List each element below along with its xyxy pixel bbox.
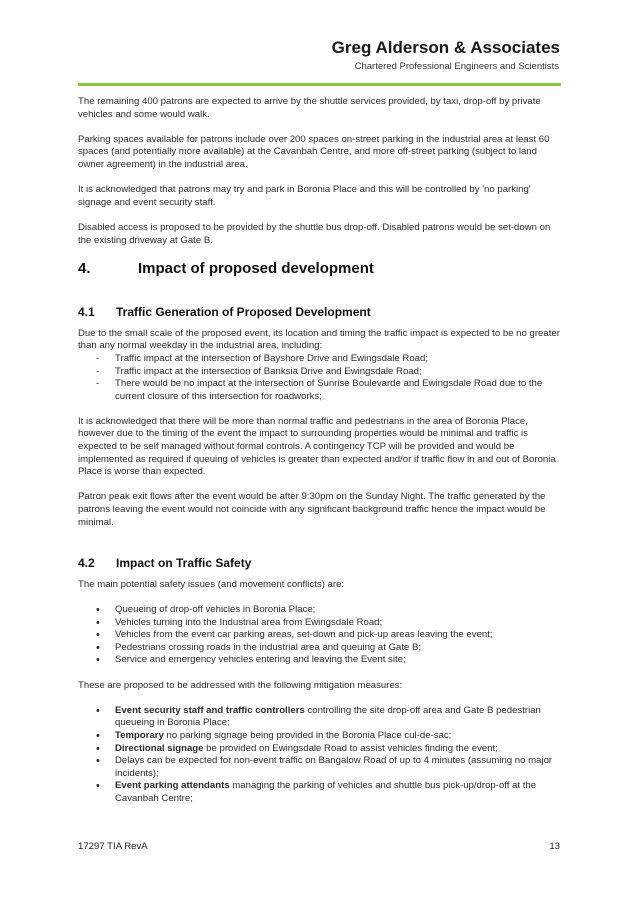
paragraph: Parking spaces available for patrons include over 200 spaces on-street parking in the industrial area at least 60 spaces (and potentially more available) at the Cavanbah Centre, and more off-street parking (subject to land owner agreement) in the industrial area. [78, 133, 550, 170]
list-item: • Vehicles turning into the Industrial area from Ewingsdale Road; [78, 617, 560, 630]
section-number: 4.2 [78, 555, 95, 570]
list-item: • Directional signage be provided on Ewingsdale Road to assist vehicles finding the event; [78, 743, 560, 756]
list-item: • Queueing of drop-off vehicles in Boronia Place; [78, 604, 560, 617]
company-name: Greg Alderson & Associates [331, 38, 560, 57]
list-item: • Temporary no parking signage being provided in the Boronia Place cul-de-sac; [78, 730, 560, 743]
paragraph: Due to the small scale of the proposed event, its location and timing the traffic impact is expected to be no greater than any normal weekday in the industrial area, including: [78, 327, 560, 352]
impact-list [78, 353, 560, 403]
section-heading-4-2 [78, 556, 560, 570]
list-item: • Delays can be expected for non-event traffic on Bangalow Road of up to 4 minutes (assuming no major incidents); [78, 755, 560, 780]
paragraph: Patron peak exit flows after the event would be after 9:30pm on the Sunday Night. The traffic generated by the patrons leaving the event would not coincide with any significant background traffic hence the impact would be minimal. [78, 491, 546, 528]
document-body [78, 96, 560, 818]
list-item: • Service and emergency vehicles entering and leaving the Event site; [78, 654, 560, 667]
section-title: Impact on Traffic Safety [116, 555, 252, 570]
section-title: Impact of proposed development [138, 259, 374, 277]
list-item: • Vehicles from the event car parking areas, set-down and pick-up areas leaving the event; [78, 629, 560, 642]
section-number: 4. [78, 259, 91, 277]
list-item: - Traffic impact at the intersection of Banksia Drive and Ewingsdale Road; [78, 366, 560, 379]
paragraph: The remaining 400 patrons are expected to arrive by the shuttle services provided, by taxi, drop-off by private vehicles and some would walk. [78, 96, 541, 120]
section-title: Traffic Generation of Proposed Development [116, 304, 371, 319]
section-heading-4-1 [78, 305, 560, 319]
paragraph: It is acknowledged that patrons may try and park in Boronia Place and this will be controlled by 'no parking' signage and event security staff. [78, 184, 531, 208]
safety-issues-list [78, 604, 560, 667]
list-item: • Event security staff and traffic controllers controlling the site drop-off area and Gate B pedestrian queueing in Boronia Place; [78, 705, 560, 730]
list-item: • Event parking attendants managing the parking of vehicles and shuttle bus pick-up/drop-off at the Cavanbah Centre; [78, 780, 560, 805]
paragraph: It is acknowledged that there will be more than normal traffic and pedestrians in the area of Boronia Place, however due to the timing of the event the impact to surrounding properties would be minimal and traffic is expected to be self managed without formal controls. A contingency TCP will be provided and would be implemented as required if queuing of vehicles is greater than expected and/or if traffic flow in and out of Boronia Place is worse than expected. [78, 415, 556, 478]
document-reference: 17297 TIA RevA [78, 841, 148, 852]
list-item: - There would be no impact at the intersection of Sunrise Boulevarde and Ewingsdale Road due to the current closure of this intersection for roadworks; [78, 378, 560, 403]
paragraph: Disabled access is proposed to be provided by the shuttle bus drop-off. Disabled patrons would be set-down on the existing driveway at Gate B. [78, 221, 551, 246]
paragraph: The main potential safety issues (and movement conflicts) are: [78, 578, 345, 590]
mitigation-list [78, 705, 560, 806]
page-number: 13 [549, 841, 560, 852]
company-tagline: Chartered Professional Engineers and Scientists [354, 61, 559, 72]
list-item: - Traffic impact at the intersection of Bayshore Drive and Ewingsdale Road; [78, 353, 560, 366]
paragraph: These are proposed to be addressed with the following mitigation measures: [78, 679, 403, 691]
header-rule [78, 83, 561, 86]
section-heading-4 [78, 260, 560, 278]
list-item: • Pedestrians crossing roads in the industrial area and queuing at Gate B; [78, 642, 560, 655]
section-number: 4.1 [78, 304, 95, 319]
